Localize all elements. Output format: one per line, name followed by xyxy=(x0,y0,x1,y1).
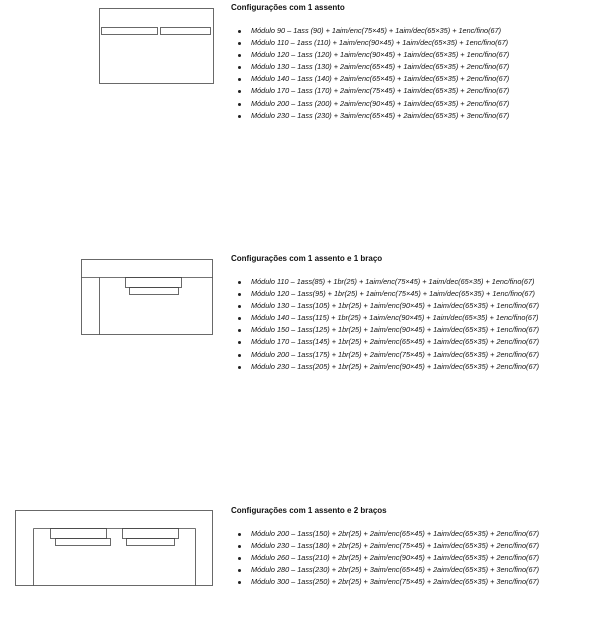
sofa-diagram-1-seat-1-arm xyxy=(81,259,215,337)
section-title: Configurações com 1 assento e 2 braços xyxy=(231,506,387,515)
list-item: Módulo 200 – 1ass(175) + 1br(25) + 2aim/enc(75×45) + 1aim/dec(65×35) + 2enc/fino(67) xyxy=(231,349,539,361)
list-item: Módulo 90 – 1ass (90) + 1aim/enc(75×45) + 1aim/dec(65×35) + 1enc/fino(67) xyxy=(231,25,509,37)
sofa-diagram-1-seat-2-arms xyxy=(15,510,215,588)
config-list xyxy=(231,528,539,588)
list-item: Módulo 170 – 1ass(145) + 1br(25) + 2aim/enc(65×45) + 1aim/dec(65×35) + 2enc/fino(67) xyxy=(231,336,539,348)
list-item: Módulo 200 – 1ass(150) + 2br(25) + 2aim/enc(65×45) + 1aim/dec(65×35) + 2enc/fino(67) xyxy=(231,528,539,540)
config-list xyxy=(231,25,509,122)
list-item: Módulo 120 – 1ass(95) + 1br(25) + 1aim/enc(75×45) + 1aim/dec(65×35) + 1enc/fino(67) xyxy=(231,288,539,300)
list-item: Módulo 230 – 1ass(180) + 2br(25) + 2aim/enc(75×45) + 1aim/dec(65×35) + 2enc/fino(67) xyxy=(231,540,539,552)
section-1-seat-1-arm xyxy=(231,254,539,373)
list-item: Módulo 260 – 1ass(210) + 2br(25) + 2aim/enc(90×45) + 1aim/dec(65×35) + 2enc/fino(67) xyxy=(231,552,539,564)
list-item: Módulo 130 – 1ass(105) + 1br(25) + 1aim/enc(90×45) + 1aim/dec(65×35) + 1enc/fino(67) xyxy=(231,300,539,312)
list-item: Módulo 110 – 1ass(85) + 1br(25) + 1aim/enc(75×45) + 1aim/dec(65×35) + 1enc/fino(67) xyxy=(231,276,539,288)
list-item: Módulo 130 – 1ass (130) + 2aim/enc(65×45) + 1aim/dec(65×35) + 2enc/fino(67) xyxy=(231,61,509,73)
section-title: Configurações com 1 assento xyxy=(231,3,345,12)
section-title: Configurações com 1 assento e 1 braço xyxy=(231,254,383,263)
list-item: Módulo 280 – 1ass(230) + 2br(25) + 3aim/enc(65×45) + 2aim/dec(65×35) + 3enc/fino(67) xyxy=(231,564,539,576)
list-item: Módulo 200 – 1ass (200) + 2aim/enc(90×45) + 1aim/dec(65×35) + 2enc/fino(67) xyxy=(231,98,509,110)
sofa-diagram-1-seat xyxy=(99,8,215,86)
list-item: Módulo 230 – 1ass (230) + 3aim/enc(65×45) + 2aim/dec(65×35) + 3enc/fino(67) xyxy=(231,110,509,122)
list-item: Módulo 170 – 1ass (170) + 2aim/enc(75×45) + 1aim/dec(65×35) + 2enc/fino(67) xyxy=(231,85,509,97)
list-item: Módulo 300 – 1ass(250) + 2br(25) + 3aim/enc(75×45) + 2aim/dec(65×35) + 3enc/fino(67) xyxy=(231,576,539,588)
list-item: Módulo 120 – 1ass (120) + 1aim/enc(90×45) + 1aim/dec(65×35) + 1enc/fino(67) xyxy=(231,49,509,61)
list-item: Módulo 140 – 1ass (140) + 2aim/enc(65×45) + 1aim/dec(65×35) + 2enc/fino(67) xyxy=(231,73,509,85)
list-item: Módulo 140 – 1ass(115) + 1br(25) + 1aim/enc(90×45) + 1aim/dec(65×35) + 1enc/fino(67) xyxy=(231,312,539,324)
list-item: Módulo 150 – 1ass(125) + 1br(25) + 1aim/enc(90×45) + 1aim/dec(65×35) + 1enc/fino(67) xyxy=(231,324,539,336)
config-list xyxy=(231,276,539,373)
list-item: Módulo 230 – 1ass(205) + 1br(25) + 2aim/enc(90×45) + 1aim/dec(65×35) + 2enc/fino(67) xyxy=(231,361,539,373)
list-item: Módulo 110 – 1ass (110) + 1aim/enc(90×45) + 1aim/dec(65×35) + 1enc/fino(67) xyxy=(231,37,509,49)
section-1-seat xyxy=(231,3,509,122)
section-1-seat-2-arms xyxy=(231,506,539,588)
